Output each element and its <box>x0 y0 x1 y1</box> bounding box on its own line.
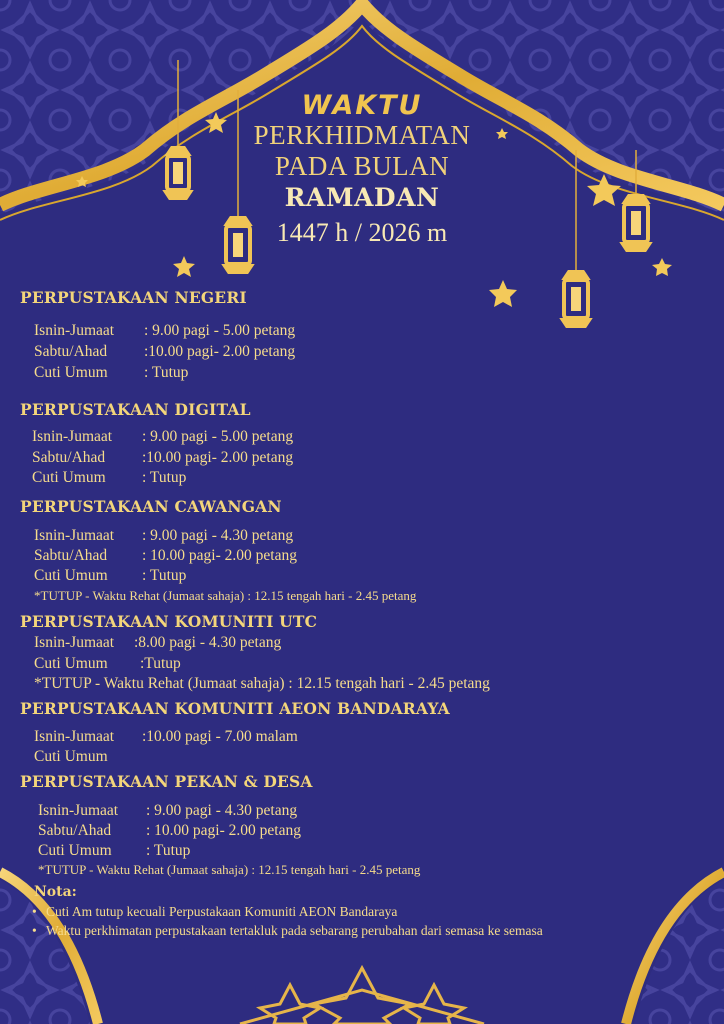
header-year: 1447 h / 2026 m <box>276 218 448 247</box>
row-value: :Tutup <box>140 655 181 672</box>
row-utc-holiday <box>34 655 181 673</box>
row-label: Sabtu/Ahad <box>38 822 112 839</box>
row-cawangan-holiday <box>34 567 186 585</box>
row-label: Cuti Umum <box>32 469 106 486</box>
row-value: : Tutup <box>144 364 189 381</box>
row-label: Isnin-Jumaat <box>34 728 115 745</box>
row-label: Sabtu/Ahad <box>32 449 106 466</box>
row-label: Isnin-Jumaat <box>34 634 115 651</box>
nota-title: Nota: <box>34 884 77 900</box>
section-title-cawangan: PERPUSTAKAAN CAWANGAN <box>20 497 282 516</box>
row-value: : 10.00 pagi- 2.00 petang <box>142 547 297 564</box>
section-title-negeri: PERPUSTAKAAN NEGERI <box>20 288 247 307</box>
note-pekan-break: *TUTUP - Waktu Rehat (Jumaat sahaja) : 12.15 tengah hari - 2.45 petang <box>38 862 421 877</box>
row-label: Isnin-Jumaat <box>32 428 113 445</box>
row-digital-holiday <box>32 469 186 487</box>
note-cawangan-break: *TUTUP - Waktu Rehat (Jumaat sahaja) : 12.15 tengah hari - 2.45 petang <box>34 588 417 603</box>
row-cawangan-weekday <box>34 527 293 545</box>
row-pekan-weekend <box>38 822 301 840</box>
note-utc-break: *TUTUP - Waktu Rehat (Jumaat sahaja) : 12.15 tengah hari - 2.45 petang <box>34 675 490 692</box>
row-label: Isnin-Jumaat <box>34 527 115 544</box>
row-value: : 10.00 pagi- 2.00 petang <box>146 822 301 839</box>
section-title-digital: PERPUSTAKAAN DIGITAL <box>20 400 251 419</box>
row-negeri-weekday <box>34 322 295 340</box>
row-negeri-weekend <box>34 343 295 361</box>
section-title-pekan-desa: PERPUSTAKAAN PEKAN & DESA <box>20 772 313 791</box>
row-label: Cuti Umum <box>38 842 112 859</box>
row-label: Cuti Umum <box>34 364 108 381</box>
row-aeon-holiday <box>34 748 108 766</box>
row-value: : 9.00 pagi - 4.30 petang <box>146 802 298 819</box>
row-value: : 9.00 pagi - 5.00 petang <box>142 428 294 445</box>
row-aeon-weekday <box>34 728 298 746</box>
row-label: Cuti Umum <box>34 748 108 765</box>
row-value: : 9.00 pagi - 5.00 petang <box>144 322 296 339</box>
header-script-title: WAKTU <box>301 90 423 121</box>
row-cawangan-weekend <box>34 547 297 565</box>
row-negeri-holiday <box>34 364 188 382</box>
nota-item: • Waktu perkhimatan perpustakaan tertakluk pada sebarang perubahan dari semasa ke semasa <box>46 923 543 939</box>
row-value: : Tutup <box>146 842 191 859</box>
row-utc-weekday <box>34 634 281 652</box>
row-value: :10.00 pagi- 2.00 petang <box>144 343 296 360</box>
row-digital-weekday <box>32 428 293 446</box>
row-label: Isnin-Jumaat <box>38 802 119 819</box>
header-title-line-2: PADA BULAN <box>274 151 450 181</box>
header-title-line-1: PERKHIDMATAN <box>253 120 471 150</box>
row-value: :10.00 pagi- 2.00 petang <box>142 449 294 466</box>
row-value: : 9.00 pagi - 4.30 petang <box>142 527 294 544</box>
row-value: : Tutup <box>142 567 187 584</box>
nota-item: • Cuti Am tutup kecuali Perpustakaan Komuniti AEON Bandaraya <box>46 904 397 920</box>
row-label: Cuti Umum <box>34 655 108 672</box>
row-digital-weekend <box>32 449 293 467</box>
row-value: :10.00 pagi - 7.00 malam <box>142 728 298 745</box>
row-value: : Tutup <box>142 469 187 486</box>
row-label: Isnin-Jumaat <box>34 322 115 339</box>
row-label: Cuti Umum <box>34 567 108 584</box>
section-title-utc: PERPUSTAKAAN KOMUNITI UTC <box>20 612 318 631</box>
row-pekan-weekday <box>38 802 297 820</box>
row-label: Sabtu/Ahad <box>34 547 108 564</box>
row-label: Sabtu/Ahad <box>34 343 108 360</box>
section-title-aeon: PERPUSTAKAAN KOMUNITI AEON BANDARAYA <box>20 699 450 718</box>
header-title-ramadan: RAMADAN <box>284 183 440 212</box>
row-value: :8.00 pagi - 4.30 petang <box>134 634 282 651</box>
row-pekan-holiday <box>38 842 190 860</box>
